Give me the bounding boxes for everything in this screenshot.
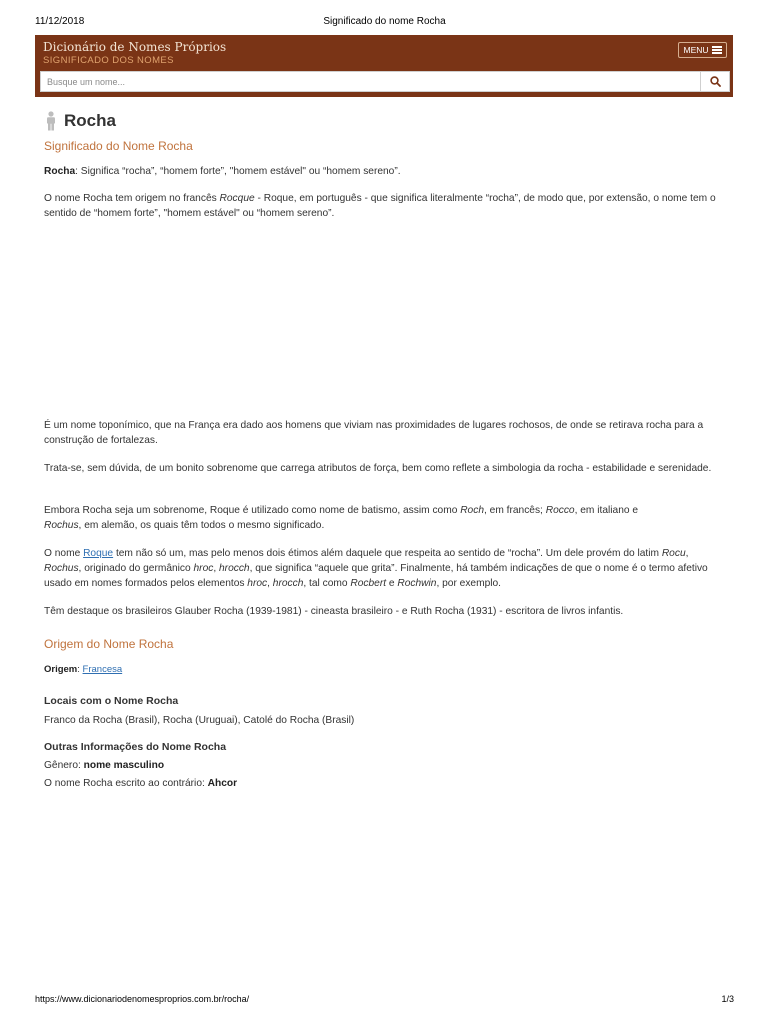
gender-label: Gênero:: [44, 760, 84, 771]
search-bar: [40, 71, 730, 92]
search-input[interactable]: [41, 72, 701, 91]
text-segment: , por exemplo.: [436, 578, 502, 589]
search-icon: [710, 76, 721, 87]
reverse-value: Ahcor: [207, 778, 238, 789]
italic-term: Rocu: [661, 548, 686, 559]
search-button[interactable]: [700, 71, 729, 92]
places-text: Franco da Rocha (Brasil), Rocha (Uruguai), Catolé do Rocha (Brasil): [44, 715, 355, 726]
site-brand-title[interactable]: Dicionário de Nomes Próprios: [43, 40, 227, 54]
reverse-label: O nome Rocha escrito ao contrário:: [44, 778, 208, 789]
menu-button[interactable]: [678, 42, 727, 58]
menu-label: MENU: [683, 45, 709, 55]
text-segment: , em francês;: [484, 505, 546, 516]
page-title: [44, 109, 116, 133]
text-segment: O nome: [44, 548, 84, 559]
italic-term: Rochus: [44, 563, 79, 574]
text-segment: tem não só um, mas pelo menos dois étimos além daquele que respeita ao sentido de “rocha”. Um dele provém do latim: [113, 548, 662, 559]
variants-paragraph: [44, 503, 724, 533]
meaning-summary: [44, 164, 724, 179]
hamburger-icon: [712, 45, 722, 56]
italic-term: Roch: [460, 505, 484, 516]
italic-term: hroc: [247, 578, 268, 589]
famous-paragraph: Têm destaque os brasileiros Glauber Rocha (1939-1981) - cineasta brasileiro - e Ruth Rocha (1931) - escritora de livros infantis.: [44, 606, 624, 617]
male-person-icon: [44, 111, 58, 131]
italic-term: Rochus: [44, 520, 79, 531]
gender-value: nome masculino: [83, 760, 165, 771]
roque-link[interactable]: Roque: [83, 548, 114, 559]
italic-term: Rocbert: [350, 578, 387, 589]
text-segment: , tal como: [303, 578, 351, 589]
origin-label: Origem: [44, 664, 78, 675]
roque-paragraph: [44, 546, 724, 591]
text-segment: , em alemão, os quais têm todos o mesmo significado.: [78, 520, 325, 531]
italic-term: hrocch: [272, 578, 304, 589]
site-header: [35, 35, 733, 97]
site-brand-subtitle: SIGNIFICADO DOS NOMES: [43, 55, 174, 66]
print-header: [35, 16, 734, 30]
toponym-paragraph: É um nome toponímico, que na França era dado aos homens que viviam nas proximidades de lugares rochosos, de onde se retirava rocha para a construção de fortalezas.: [44, 420, 704, 446]
text-segment: O nome Rocha tem origem no francês: [44, 193, 220, 204]
origin-link[interactable]: Francesa: [82, 664, 123, 675]
italic-term: hrocch: [219, 563, 250, 574]
text-segment: ,: [213, 563, 220, 574]
text-segment: , originado do germânico: [78, 563, 194, 574]
print-title: Significado do nome Rocha: [323, 16, 446, 27]
text-segment: - Roque, em português - que significa literalmente “rocha”, de modo que, por extensão, o nome tem o sentido de “homem forte”, "homem estável" ou “homem sereno”.: [44, 193, 716, 219]
print-page-number: 1/3: [721, 994, 734, 1004]
other-info-heading: Outras Informações do Nome Rocha: [44, 741, 227, 753]
text-segment: :: [77, 664, 83, 675]
text-segment: , que significa “aquele que grita”. Finalmente, há também indicações de que o nome é o termo afetivo usado em nomes formados pelos elementos: [44, 563, 708, 589]
origin-paragraph: [44, 191, 724, 221]
text-segment: e: [386, 578, 398, 589]
surname-paragraph: Trata-se, sem dúvida, de um bonito sobrenome que carrega atributos de força, bem como reflete a simbologia da rocha - estabilidade e serenidade.: [44, 463, 712, 474]
text-segment: , em italiano e: [574, 505, 639, 516]
text-segment: Embora Rocha seja um sobrenome, Roque é utilizado como nome de batismo, assim como: [44, 505, 461, 516]
print-footer: [35, 994, 734, 1008]
italic-term: hroc: [193, 563, 214, 574]
text-segment: ,: [267, 578, 273, 589]
italic-term: Rochwin: [397, 578, 437, 589]
meaning-summary-text: : Significa “rocha”, “homem forte”, "homem estável" ou “homem sereno”.: [75, 166, 401, 177]
meaning-summary-label: Rocha: [44, 166, 76, 177]
print-url: https://www.dicionariodenomesproprios.com.br/rocha/: [35, 994, 250, 1004]
page-title-name: Rocha: [64, 111, 116, 130]
meaning-heading: Significado do Nome Rocha: [44, 139, 193, 153]
italic-term: Rocco: [545, 505, 575, 516]
reverse-line: [44, 776, 724, 791]
origin-line: [44, 662, 724, 677]
italic-term: Rocque: [219, 193, 255, 204]
origin-heading: Origem do Nome Rocha: [44, 637, 174, 651]
text-segment: ,: [685, 548, 689, 559]
gender-line: [44, 758, 724, 773]
print-date: 11/12/2018: [35, 16, 85, 27]
places-heading: Locais com o Nome Rocha: [44, 695, 179, 707]
